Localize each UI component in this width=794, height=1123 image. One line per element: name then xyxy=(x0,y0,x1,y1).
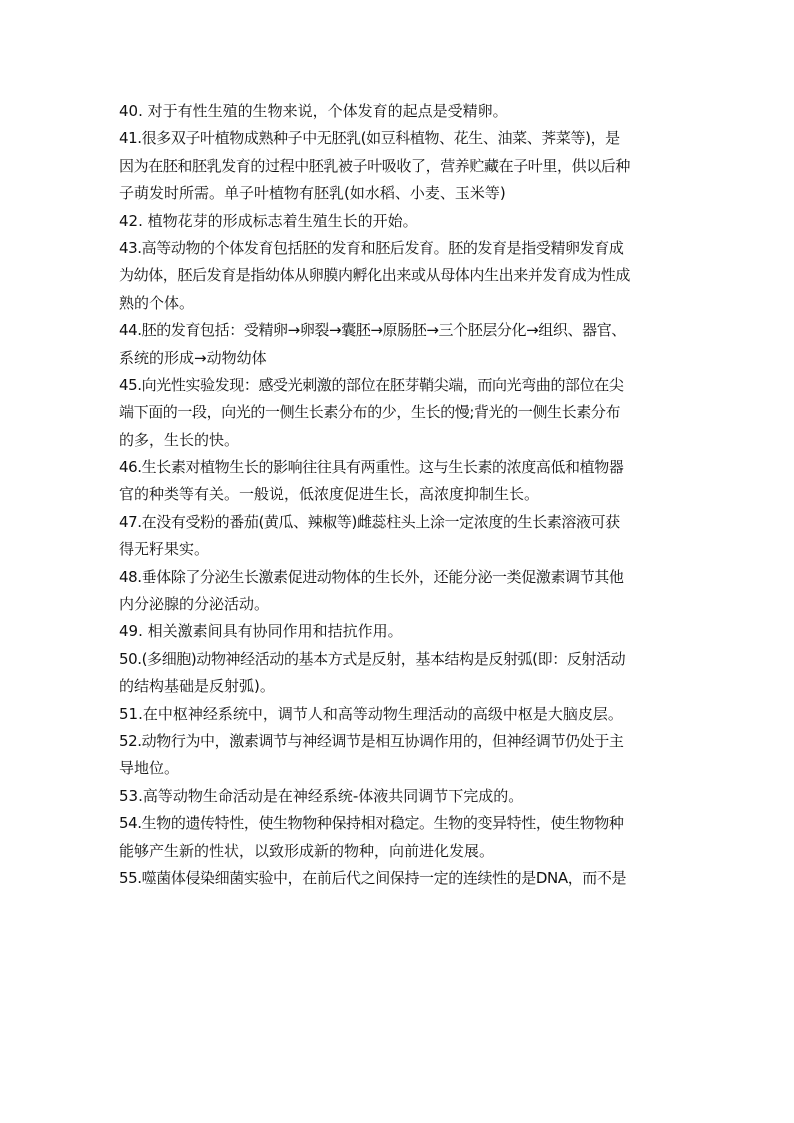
text-line: 55.噬菌体侵染细菌实验中，在前后代之间保持一定的连续性的是DNA，而不是 xyxy=(119,868,627,887)
text-line: 42. 植物花芽的形成标志着生殖生长的开始。 xyxy=(119,211,418,230)
text-line: 熟的个体。 xyxy=(119,293,195,312)
text-line: 的多，生长的快。 xyxy=(119,430,240,449)
text-line: 官的种类等有关。一般说，低浓度促进生长，高浓度抑制生长。 xyxy=(119,485,540,504)
text-line: 54.生物的遗传特性，使生物物种保持相对稳定。生物的变异特性，使生物物种 xyxy=(119,814,624,833)
text-line: 52.动物行为中，激素调节与神经调节是相互协调作用的，但神经调节仍处于主 xyxy=(119,731,624,750)
text-line: 导地位。 xyxy=(119,759,180,778)
text-line: 子萌发时所需。单子叶植物有胚乳(如水稻、小麦、玉米等) xyxy=(119,184,506,203)
text-line: 40. 对于有性生殖的生物来说，个体发育的起点是受精卵。 xyxy=(119,102,508,120)
text-line: 内分泌腺的分泌活动。 xyxy=(119,595,270,614)
text-line: 45.向光性实验发现：感受光刺激的部位在胚芽鞘尖端，而向光弯曲的部位在尖 xyxy=(119,375,624,394)
text-line: 为幼体，胚后发育是指幼体从卵膜内孵化出来或从母体内生出来并发育成为性成 xyxy=(119,266,631,285)
text-line: 系统的形成→动物幼体 xyxy=(119,348,267,367)
text-line: 因为在胚和胚乳发育的过程中胚乳被子叶吸收了，营养贮藏在子叶里，供以后种 xyxy=(119,156,631,175)
text-line: 51.在中枢神经系统中，调节人和高等动物生理活动的高级中枢是大脑皮层。 xyxy=(119,704,623,723)
text-line: 53.高等动物生命活动是在神经系统-体液共同调节下完成的。 xyxy=(119,786,524,805)
document-body xyxy=(119,98,687,892)
text-line: 的结构基础是反射弧)。 xyxy=(119,677,275,696)
text-line: 44.胚的发育包括：受精卵→卵裂→囊胚→原肠胚→三个胚层分化→组织、器官、 xyxy=(119,321,626,340)
text-line: 46.生长素对植物生长的影响往往具有两重性。这与生长素的浓度高低和植物器 xyxy=(119,458,624,477)
text-line: 端下面的一段，向光的一侧生长素分布的少，生长的慢;背光的一侧生长素分布 xyxy=(119,403,621,422)
text-line: 50.(多细胞)动物神经活动的基本方式是反射，基本结构是反射弧(即：反射活动 xyxy=(119,649,626,668)
text-line: 48.垂体除了分泌生长激素促进动物体的生长外，还能分泌一类促激素调节其他 xyxy=(119,567,624,586)
text-line: 43.高等动物的个体发育包括胚的发育和胚后发育。胚的发育是指受精卵发育成 xyxy=(119,238,624,257)
text-line: 41.很多双子叶植物成熟种子中无胚乳(如豆科植物、花生、油菜、荠菜等)，是 xyxy=(119,129,620,148)
text-line: 能够产生新的性状，以致形成新的物种，向前进化发展。 xyxy=(119,841,495,860)
text-line: 47.在没有受粉的番茄(黄瓜、辣椒等)雌蕊柱头上涂一定浓度的生长素溶液可获 xyxy=(119,512,620,531)
text-line: 49. 相关激素间具有协同作用和拮抗作用。 xyxy=(119,622,403,641)
text-line: 得无籽果实。 xyxy=(119,540,210,559)
